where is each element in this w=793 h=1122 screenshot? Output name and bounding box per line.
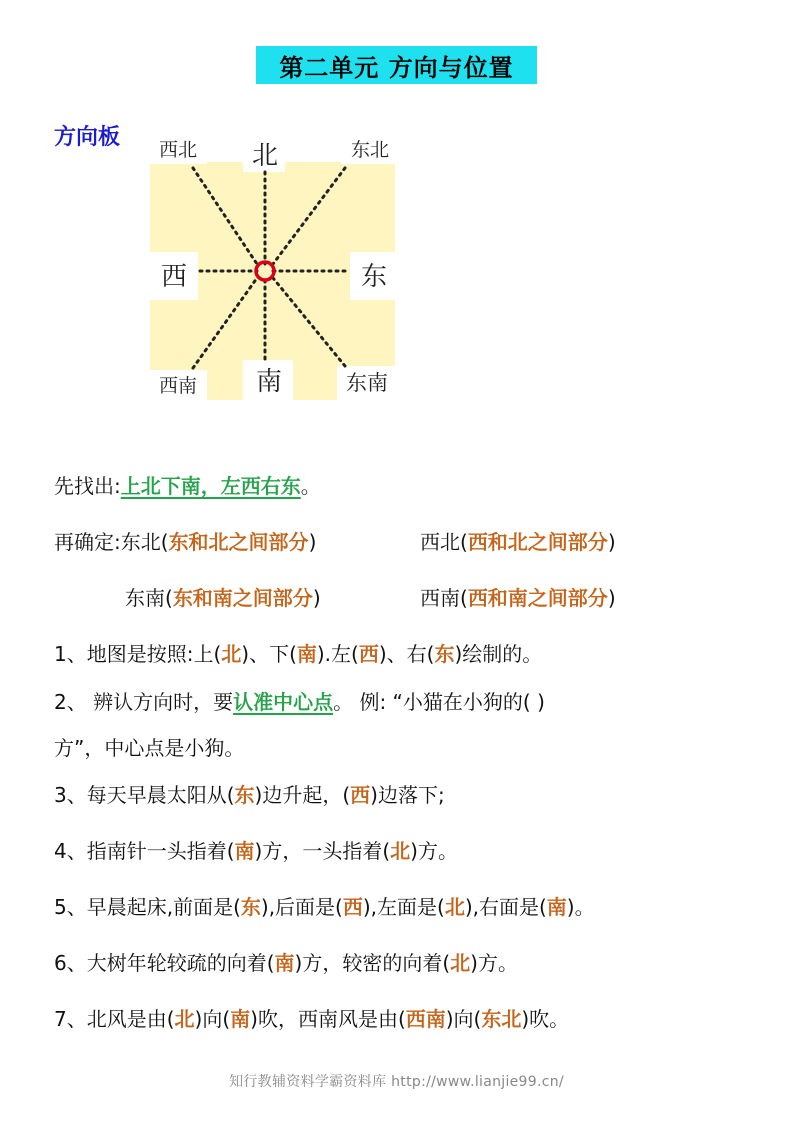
item-3: 3、每天早晨太阳从(东)边升起，(西)边落下; bbox=[54, 783, 445, 807]
item-2-continued: 方”，中心点是小狗。 bbox=[54, 736, 245, 760]
item-7: 7、北风是由(北)向(南)吹，西南风是由(西南)向(东北)吹。 bbox=[54, 1007, 570, 1031]
rule-second-nw: 西北(西和北之间部分) bbox=[420, 530, 616, 554]
rule-second-se: 东南(东和南之间部分) bbox=[125, 586, 321, 610]
item-6: 6、大树年轮较疏的向着(南)方，较密的向着(北)方。 bbox=[54, 951, 518, 975]
label-northeast: 东北 bbox=[350, 139, 390, 161]
direction-board bbox=[145, 132, 405, 404]
item-5: 5、早晨起床,前面是(东),后面是(西),左面是(北),右面是(南)。 bbox=[54, 895, 595, 919]
rule-second-sw: 西南(西和南之间部分) bbox=[420, 586, 616, 610]
label-west: 西 bbox=[160, 262, 188, 292]
item-1: 1、地图是按照:上(北)、下(南).左(西)、右(东)绘制的。 bbox=[54, 642, 543, 666]
label-southwest: 西南 bbox=[158, 375, 198, 397]
label-north: 北 bbox=[251, 141, 279, 171]
footer-watermark: 知行教辅资料学霸资料库 http://www.lianjie99.cn/ bbox=[229, 1074, 564, 1090]
rule-first-key: 上北下南，左西右东 bbox=[120, 474, 301, 498]
label-southeast: 东南 bbox=[346, 371, 388, 395]
item-2: 2、 辨认方向时，要认准中心点。 例: “小猫在小狗的( ) bbox=[54, 690, 545, 714]
page-title: 第二单元 方向与位置 bbox=[256, 46, 537, 84]
rule-first: 先找出:上北下南，左西右东。 bbox=[54, 474, 321, 498]
label-northwest: 西北 bbox=[158, 139, 198, 161]
label-south: 南 bbox=[255, 367, 283, 397]
rule-second-row1: 再确定:东北(东和北之间部分) bbox=[54, 530, 317, 554]
item-4: 4、指南针一头指着(南)方，一头指着(北)方。 bbox=[54, 839, 458, 863]
direction-board-label: 方向板 bbox=[54, 125, 121, 150]
label-east: 东 bbox=[360, 262, 388, 292]
